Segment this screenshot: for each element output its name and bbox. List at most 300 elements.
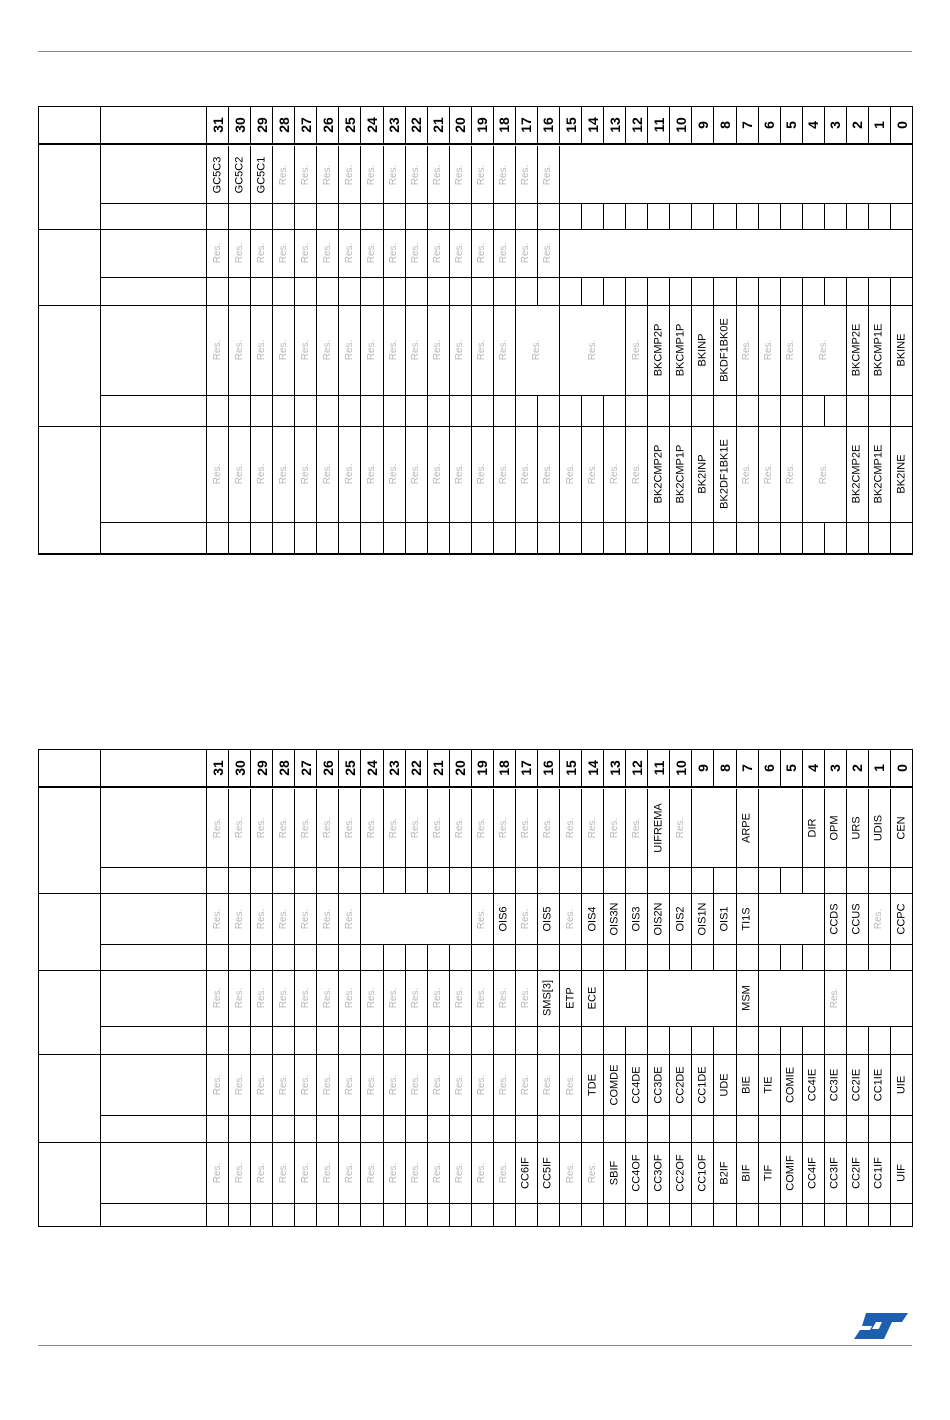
field-name: CC2DE (674, 1065, 687, 1104)
reset-value-cell (781, 395, 803, 426)
reset-value-cell (384, 1026, 406, 1054)
reserved-bit-cell (295, 789, 317, 867)
field-cell (582, 970, 604, 1026)
reset-value-cell (361, 1115, 383, 1142)
reserved-bit-cell (582, 426, 604, 522)
reserved-label: Res. (564, 908, 576, 929)
reset-value-cell (825, 867, 847, 893)
reserved-bit-cell (450, 970, 472, 1026)
reserved-label: Res. (410, 1162, 422, 1183)
bit-number-header-cell (406, 106, 428, 144)
field-name: UDE (718, 1072, 731, 1097)
reset-value-cell (759, 1026, 781, 1054)
reserved-bit-cell (229, 229, 251, 277)
field-name: BK2INP (696, 454, 709, 494)
reserved-label: Res. (432, 339, 444, 361)
reset-value-cell (406, 203, 428, 229)
reserved-label: Res. (343, 463, 355, 485)
reset-value-cell (825, 277, 847, 305)
reset-value-cell (604, 1203, 626, 1226)
reset-value-cell (891, 1026, 913, 1054)
reset-value-cell (714, 1203, 736, 1226)
reset-value-cell (869, 277, 891, 305)
reserved-label: Res. (630, 817, 642, 839)
reserved-bit-cell (229, 426, 251, 522)
bit-number: 29 (253, 117, 270, 133)
bit-number: 26 (319, 760, 336, 776)
reset-value-cell (428, 867, 450, 893)
bit-number-header-cell (295, 106, 317, 144)
reserved-label: Res. (498, 1074, 510, 1095)
reserved-bit-cell (626, 789, 648, 867)
reset-value-cell (450, 944, 472, 970)
bit-number-header-cell (273, 106, 295, 144)
reserved-label: Res. (388, 339, 400, 361)
reset-value-cell (737, 203, 759, 229)
reserved-label: Res. (365, 164, 377, 185)
reset-value-cell (273, 944, 295, 970)
field-name: TI1S (740, 906, 753, 931)
field-name: SMS[3] (541, 979, 554, 1017)
bit-number: 18 (496, 760, 513, 776)
reset-value-cell (692, 203, 714, 229)
field-cell (847, 789, 869, 867)
bit-number-header-cell (582, 749, 604, 787)
bit-number-header-cell (361, 106, 383, 144)
reset-value-cell (207, 867, 229, 893)
bit-number-header-cell (692, 106, 714, 144)
reserved-label: Res. (586, 817, 598, 839)
reserved-bit-cell (295, 1054, 317, 1115)
field-name: OIS3N (608, 901, 621, 936)
reset-value-cell (648, 522, 670, 553)
field-cell (759, 893, 825, 944)
reset-value-cell (339, 1115, 361, 1142)
reset-value-cell (604, 277, 626, 305)
reset-value-cell (582, 277, 604, 305)
reserved-bit-cell (317, 305, 339, 395)
bit-number: 8 (716, 121, 733, 129)
reserved-label: Res. (343, 1162, 355, 1183)
bit-number-header-cell (494, 106, 516, 144)
bit-number: 17 (518, 760, 535, 776)
reset-value-cell (737, 277, 759, 305)
reset-value-cell (428, 944, 450, 970)
reset-value-cell (273, 203, 295, 229)
bit-number-header-cell (803, 106, 825, 144)
bit-number-header-cell (825, 749, 847, 787)
reset-value-cell (450, 1115, 472, 1142)
field-cell (847, 1142, 869, 1203)
field-cell (803, 1142, 825, 1203)
reserved-label: Res. (388, 463, 400, 485)
reserved-bit-cell (582, 789, 604, 867)
reset-value-cell (692, 867, 714, 893)
bit-number-header-cell (648, 106, 670, 144)
field-cell (670, 1054, 692, 1115)
reserved-bit-cell (670, 789, 692, 867)
reserved-bit-cell (516, 305, 560, 395)
reserved-bit-cell (759, 426, 781, 522)
reserved-label: Res. (763, 339, 775, 361)
reset-value-cell (317, 203, 339, 229)
reserved-label: Res. (343, 339, 355, 361)
bit-number: 3 (827, 764, 844, 772)
reset-value-cell (207, 395, 229, 426)
reserved-bit-cell (317, 229, 339, 277)
bit-number-header-cell (582, 106, 604, 144)
bit-number: 16 (540, 117, 557, 133)
reset-value-cell (891, 522, 913, 553)
reset-value-cell (869, 1115, 891, 1142)
reserved-bit-cell (273, 970, 295, 1026)
reserved-label: Res. (785, 463, 797, 485)
field-cell (891, 789, 913, 867)
reset-value-cell (604, 522, 626, 553)
field-cell (560, 229, 913, 277)
reserved-label: Res. (299, 164, 311, 185)
reset-value-cell (339, 395, 361, 426)
reserved-label: Res. (520, 987, 532, 1009)
reset-value-cell (670, 1026, 692, 1054)
reset-value-cell (384, 1115, 406, 1142)
reset-value-cell (803, 1026, 825, 1054)
field-name: TDE (586, 1073, 599, 1096)
reserved-label: Res. (388, 164, 400, 185)
reserved-bit-cell (472, 426, 494, 522)
reserved-bit-cell (384, 789, 406, 867)
bit-number: 1 (871, 764, 888, 772)
bit-number: 29 (253, 760, 270, 776)
reset-value-cell (317, 944, 339, 970)
field-cell (781, 1054, 803, 1115)
reset-value-cell (384, 522, 406, 553)
reset-value-cell (825, 1115, 847, 1142)
reserved-bit-cell (560, 305, 626, 395)
reset-value-cell (648, 203, 670, 229)
reserved-label: Res. (388, 1074, 400, 1095)
reserved-label: Res. (818, 463, 830, 485)
reserved-bit-cell (295, 305, 317, 395)
field-name: CC4OF (630, 1153, 643, 1192)
reserved-bit-cell (472, 893, 494, 944)
reserved-label: Res. (476, 817, 488, 839)
field-name: UIFREMA (652, 803, 665, 853)
reset-value-cell (295, 203, 317, 229)
reserved-bit-cell (472, 305, 494, 395)
reserved-bit-cell (428, 1054, 450, 1115)
reserved-label: Res. (211, 339, 223, 361)
bit-number-header-cell (759, 749, 781, 787)
reset-value-cell (869, 867, 891, 893)
bit-number-header-cell (450, 106, 472, 144)
reset-value-cell (516, 277, 538, 305)
reset-value-cell (737, 395, 759, 426)
field-name: BIE (740, 1075, 753, 1094)
field-name: BKINE (895, 333, 908, 367)
reserved-label: Res. (277, 908, 289, 929)
field-name: CC2OF (674, 1153, 687, 1192)
reset-value-cell (626, 203, 648, 229)
field-cell (869, 1142, 891, 1203)
reserved-bit-cell (582, 1142, 604, 1203)
reset-value-cell (737, 1115, 759, 1142)
reserved-bit-cell (428, 1142, 450, 1203)
reserved-label: Res. (829, 987, 841, 1009)
field-name: TIE (762, 1075, 775, 1094)
field-cell (759, 970, 825, 1026)
reserved-label: Res. (277, 1162, 289, 1183)
reset-value-cell (516, 395, 538, 426)
reserved-bit-cell (273, 426, 295, 522)
reserved-bit-cell (361, 789, 383, 867)
reserved-bit-cell (406, 789, 428, 867)
bit-number-header-cell (317, 106, 339, 144)
reset-value-cell (494, 1115, 516, 1142)
reset-value-cell (428, 1026, 450, 1054)
field-name: SBIF (608, 1160, 621, 1185)
bit-number-header-cell (472, 749, 494, 787)
reset-value-cell (759, 395, 781, 426)
bit-number-header-cell (759, 106, 781, 144)
reset-value-cell (648, 1115, 670, 1142)
reset-value-cell (759, 522, 781, 553)
bit-number-header-cell (714, 749, 736, 787)
reset-value-cell (295, 1115, 317, 1142)
reset-value-cell (825, 522, 847, 553)
bit-number: 9 (694, 121, 711, 129)
reserved-bit-cell (339, 305, 361, 395)
reset-value-cell (207, 1026, 229, 1054)
reset-value-cell (317, 1203, 339, 1226)
field-cell (648, 970, 736, 1026)
field-cell (847, 970, 913, 1026)
register-row-separator (38, 1226, 913, 1227)
field-name: CC4IF (806, 1156, 819, 1189)
reset-value-cell (781, 1203, 803, 1226)
reset-value-cell (251, 1203, 273, 1226)
bit-number-header-cell (847, 749, 869, 787)
reserved-label: Res. (211, 908, 223, 929)
reset-value-cell (869, 1026, 891, 1054)
bit-number: 10 (672, 760, 689, 776)
reserved-bit-cell (295, 893, 317, 944)
bit-number-header-cell (626, 106, 648, 144)
field-name: DIR (806, 818, 819, 838)
reset-value-cell (450, 1203, 472, 1226)
reset-value-cell (538, 203, 560, 229)
reserved-bit-cell (450, 1054, 472, 1115)
reset-value-cell (891, 867, 913, 893)
reset-value-cell (472, 395, 494, 426)
reset-value-cell (273, 522, 295, 553)
reset-value-cell (472, 1203, 494, 1226)
reserved-label: Res. (498, 164, 510, 185)
reset-value-cell (406, 867, 428, 893)
reserved-bit-cell (317, 146, 339, 203)
reset-value-cell (648, 395, 670, 426)
field-name: CC4DE (630, 1065, 643, 1104)
reserved-label: Res. (255, 817, 267, 839)
reserved-label: Res. (211, 242, 223, 264)
reserved-bit-cell (626, 426, 648, 522)
bit-number-header-cell (494, 749, 516, 787)
reset-value-cell (891, 203, 913, 229)
field-name: CC4IE (806, 1068, 819, 1101)
reserved-bit-cell (273, 146, 295, 203)
reserved-label: Res. (542, 242, 554, 264)
column-divider (100, 749, 101, 1227)
reserved-bit-cell (273, 1054, 295, 1115)
reset-value-cell (714, 203, 736, 229)
reserved-bit-cell (361, 1054, 383, 1115)
reset-value-cell (229, 522, 251, 553)
reset-value-cell (339, 867, 361, 893)
field-name: OIS1 (718, 905, 731, 932)
field-name: CEN (895, 816, 908, 840)
reserved-label: Res. (388, 1162, 400, 1183)
reset-value-cell (626, 522, 648, 553)
reset-value-cell (516, 1115, 538, 1142)
field-cell (648, 305, 670, 395)
reset-value-cell (428, 395, 450, 426)
reserved-label: Res. (476, 908, 488, 929)
field-name: OIS2N (652, 901, 665, 936)
reserved-label: Res. (454, 817, 466, 839)
reserved-bit-cell (361, 426, 383, 522)
bit-number-header-cell (737, 749, 759, 787)
reset-value-cell (869, 203, 891, 229)
field-cell (847, 426, 869, 522)
reset-value-cell (869, 395, 891, 426)
reset-value-cell (273, 277, 295, 305)
reset-value-cell (538, 1203, 560, 1226)
reserved-label: Res. (321, 463, 333, 485)
reset-value-cell (207, 1203, 229, 1226)
reset-value-cell (604, 1026, 626, 1054)
field-name: BKINP (696, 333, 709, 367)
reset-value-cell (781, 522, 803, 553)
field-cell (648, 893, 670, 944)
reserved-bit-cell (472, 970, 494, 1026)
reserved-bit-cell (428, 229, 450, 277)
reserved-bit-cell (450, 229, 472, 277)
reset-value-cell (692, 1203, 714, 1226)
reserved-bit-cell (428, 146, 450, 203)
reserved-label: Res. (520, 817, 532, 839)
reset-value-cell (384, 1203, 406, 1226)
reserved-label: Res. (454, 339, 466, 361)
reserved-bit-cell (384, 146, 406, 203)
reserved-label: Res. (542, 1074, 554, 1095)
reserved-bit-cell (339, 893, 361, 944)
bit-number-header-cell (604, 749, 626, 787)
field-name: OIS5 (541, 905, 554, 932)
field-name: OIS2 (674, 905, 687, 932)
bit-number-header-cell (847, 106, 869, 144)
reset-value-cell (582, 1115, 604, 1142)
bit-number: 24 (363, 760, 380, 776)
reserved-bit-cell (604, 426, 626, 522)
reserved-label: Res. (454, 463, 466, 485)
reset-value-cell (494, 867, 516, 893)
reset-value-cell (317, 1115, 339, 1142)
reserved-label: Res. (343, 1074, 355, 1095)
field-name: TIF (762, 1164, 775, 1181)
reserved-bit-cell (207, 426, 229, 522)
reset-value-cell (428, 522, 450, 553)
reset-value-cell (450, 203, 472, 229)
reserved-bit-cell (428, 970, 450, 1026)
reset-value-cell (604, 395, 626, 426)
reserved-bit-cell (384, 970, 406, 1026)
reserved-label: Res. (498, 463, 510, 485)
reset-value-cell (582, 867, 604, 893)
field-name: BKCMP1P (674, 323, 687, 377)
bit-number-header-cell (538, 106, 560, 144)
reserved-bit-cell (516, 893, 538, 944)
reset-value-cell (229, 277, 251, 305)
reserved-bit-cell (251, 305, 273, 395)
reserved-bit-cell (273, 789, 295, 867)
footer-rule (38, 1345, 912, 1346)
reset-value-cell (361, 203, 383, 229)
reset-value-cell (869, 944, 891, 970)
field-cell (869, 789, 891, 867)
reserved-label: Res. (277, 339, 289, 361)
field-name: CCPC (895, 902, 908, 935)
reset-value-cell (759, 277, 781, 305)
bit-number: 18 (496, 117, 513, 133)
reset-value-cell (737, 944, 759, 970)
field-name: ECE (586, 986, 599, 1010)
reserved-bit-cell (472, 1054, 494, 1115)
reserved-bit-cell (494, 970, 516, 1026)
reset-value-cell (406, 944, 428, 970)
reset-value-cell (692, 944, 714, 970)
reserved-bit-cell (273, 1142, 295, 1203)
reset-value-cell (295, 1026, 317, 1054)
reset-value-cell (384, 395, 406, 426)
reserved-label: Res. (255, 987, 267, 1009)
reserved-label: Res. (255, 242, 267, 264)
bit-number-header-cell (891, 106, 913, 144)
reset-value-cell (825, 1203, 847, 1226)
bit-number-header-cell (295, 749, 317, 787)
reserved-label: Res. (233, 339, 245, 361)
bit-number-header-cell (803, 749, 825, 787)
reserved-label: Res. (233, 1162, 245, 1183)
field-cell (648, 1054, 670, 1115)
field-cell (670, 305, 692, 395)
reserved-bit-cell (560, 1142, 582, 1203)
bit-number: 30 (231, 760, 248, 776)
field-cell (714, 893, 736, 944)
reserved-bit-cell (384, 1142, 406, 1203)
reset-value-cell (251, 395, 273, 426)
field-name: URS (850, 816, 863, 840)
reset-value-cell (670, 522, 692, 553)
reset-value-cell (317, 867, 339, 893)
reset-value-cell (582, 522, 604, 553)
reserved-label: Res. (630, 339, 642, 361)
reserved-label: Res. (542, 164, 554, 185)
reset-value-cell (847, 395, 869, 426)
reserved-label: Res. (343, 242, 355, 264)
reset-value-cell (317, 522, 339, 553)
reserved-bit-cell (207, 789, 229, 867)
reserved-bit-cell (560, 893, 582, 944)
